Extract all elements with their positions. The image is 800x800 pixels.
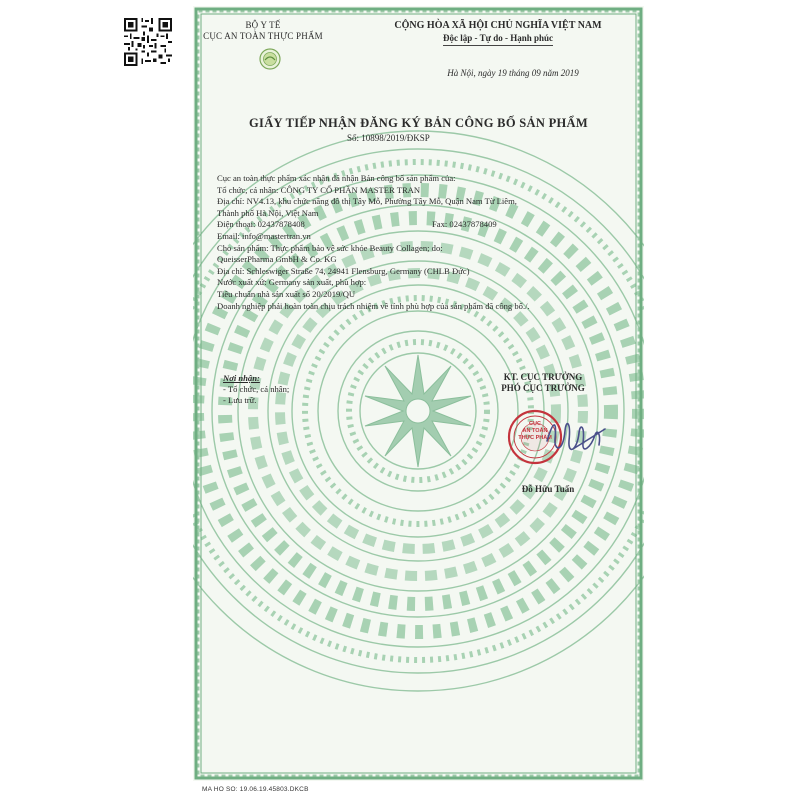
qr-code: [124, 18, 172, 66]
motto-underline: [443, 45, 553, 46]
seal-text-line: THỰC PHẨM: [518, 435, 552, 441]
document-title: GIẤY TIẾP NHẬN ĐĂNG KÝ BẢN CÔNG BỐ SẢN PHẨM: [249, 116, 588, 130]
dossier-code: MA HO SO: 19.06.19.45803.DKCB: [202, 786, 309, 793]
national-motto: Độc lập - Tự do - Hạnh phúc: [442, 33, 553, 43]
contact-row: [217, 219, 627, 231]
document-number: Số: 10898/2019/ĐKSP: [347, 133, 430, 143]
organization-line: Tổ chức, cá nhân: CÔNG TY CỔ PHẦN MASTER TRAN: [217, 184, 421, 195]
issue-date: Hà Nội, ngày 19 tháng 09 năm 2019: [447, 68, 579, 78]
national-header: [358, 20, 638, 46]
signer-role-1: KT. CỤC TRƯỞNG: [503, 372, 583, 382]
recipients-heading: Nơi nhận:: [223, 373, 260, 383]
standard-line: Tiêu chuẩn nhà sản xuất số 20/2019/QU: [217, 288, 356, 299]
department-name: CỤC AN TOÀN THỰC PHẨM: [203, 31, 323, 41]
handwritten-signature: [543, 411, 613, 461]
recipients-block: [223, 373, 289, 406]
signer-name: Đỗ Hữu Tuấn: [521, 484, 575, 494]
recipient-item: - Lưu trữ.: [223, 395, 257, 405]
certificate-document: [193, 6, 644, 781]
manufacturer-line: QueisserPharma GmbH & Co. KG: [217, 254, 337, 265]
address-line-2: Thành phố Hà Nội, Việt Nam: [217, 207, 319, 218]
fax-line: Fax: 02437878409: [432, 219, 497, 230]
nation-name: CỘNG HÒA XÃ HỘI CHỦ NGHĨA VIỆT NAM: [394, 20, 602, 31]
issuer-header: [203, 20, 323, 42]
email-line: Email: info@mastertran.vn: [217, 230, 311, 241]
recipient-item: - Tổ chức, cá nhân;: [223, 384, 290, 394]
food-safety-logo-icon: [259, 48, 281, 70]
signature-title: [463, 372, 623, 394]
phone-line: Điện thoại: 02437878408: [217, 219, 305, 230]
origin-line: Nước xuất xứ: Germany sản xuất, phù hợp:: [217, 277, 367, 288]
product-line: Cho sản phẩm: Thực phẩm bảo vệ sức khỏe Beauty Collagen; do:: [217, 242, 443, 253]
ministry-name: BỘ Y TẾ: [245, 20, 281, 30]
responsibility-line: Doanh nghiệp phải hoàn toàn chịu trách nhiệm về tính phù hợp của sản phẩm đã công bố./.: [217, 300, 530, 311]
seal-text-line: CỤC: [529, 421, 541, 427]
intro-line: Cục an toàn thực phẩm xác nhận đã nhận Bản công bố sản phẩm của:: [217, 173, 456, 183]
manufacturer-address-line: Địa chỉ: Schleswiger Straße 74, 24941 Flensburg, Germany (CHLB Đức): [217, 265, 470, 276]
signer-role-2: PHÓ CỤC TRƯỞNG: [501, 383, 585, 393]
document-body: [217, 173, 627, 312]
seal-text-line: AN TOÀN: [522, 428, 548, 434]
address-line-1: Địa chỉ: NV4.13, khu chức năng đô thị Tây Mỗ, Phường Tây Mỗ, Quận Nam Từ Liêm,: [217, 196, 517, 207]
